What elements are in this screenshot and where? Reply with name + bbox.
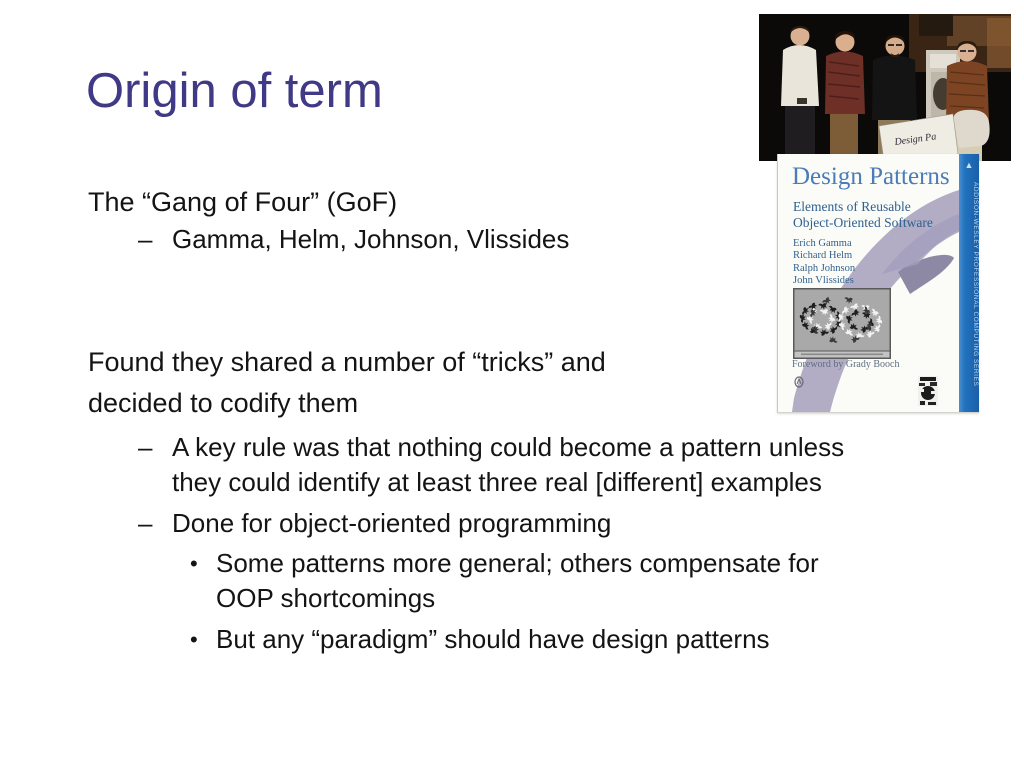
book-spine bbox=[959, 154, 979, 412]
body-line-authors: Gamma, Helm, Johnson, Vlissides bbox=[172, 224, 570, 254]
escher-birds-image bbox=[793, 288, 891, 359]
dot-bullet: • bbox=[190, 627, 198, 652]
gof-photo-image bbox=[759, 14, 1011, 161]
body-line-some-2: OOP shortcomings bbox=[216, 583, 436, 613]
body-line-found-1: Found they shared a number of “tricks” and bbox=[88, 347, 606, 377]
body-line-some-1: Some patterns more general; others compensate for bbox=[216, 548, 819, 578]
body-line-keyrule-1: A key rule was that nothing could become a pattern unless bbox=[172, 432, 845, 462]
dash-bullet: – bbox=[138, 508, 153, 538]
book-subtitle bbox=[793, 199, 933, 231]
addison-wesley-arrow-icon: ▲ bbox=[964, 160, 974, 170]
book-subtitle-line-1: Elements of Reusable bbox=[793, 199, 911, 214]
book-author: Erich Gamma bbox=[793, 238, 852, 249]
stamp-logo-icon bbox=[918, 376, 938, 406]
body-line-gof: The “Gang of Four” (GoF) bbox=[88, 187, 398, 217]
dot-bullet: • bbox=[190, 551, 198, 576]
body-line-keyrule-2: they could identify at least three real [different] examples bbox=[172, 467, 822, 497]
design-patterns-book-cover bbox=[777, 154, 979, 413]
dash-bullet: – bbox=[138, 224, 153, 254]
book-author: Ralph Johnson bbox=[793, 262, 856, 274]
body-line-found-2: decided to codify them bbox=[88, 388, 359, 418]
book-subtitle-line-2: Object-Oriented Software bbox=[793, 215, 933, 230]
book-title: Design Patterns bbox=[792, 163, 950, 190]
publisher-mark-icon bbox=[794, 376, 804, 388]
dash-bullet: – bbox=[138, 432, 153, 462]
sign-script-text: Design Pa bbox=[893, 131, 937, 148]
book-foreword: Foreword by Grady Booch bbox=[792, 359, 900, 370]
book-authors bbox=[793, 238, 855, 287]
book-author: John Vlissides bbox=[793, 274, 854, 286]
body-line-done: Done for object-oriented programming bbox=[172, 508, 612, 538]
slide-title: Origin of term bbox=[86, 64, 383, 118]
body-line-butany: But any “paradigm” should have design patterns bbox=[216, 624, 770, 654]
gof-photo bbox=[759, 14, 1011, 161]
book-author: Richard Helm bbox=[793, 250, 853, 262]
book-spine-series-text: ADDISON-WESLEY PROFESSIONAL COMPUTING SERIES bbox=[972, 182, 979, 387]
